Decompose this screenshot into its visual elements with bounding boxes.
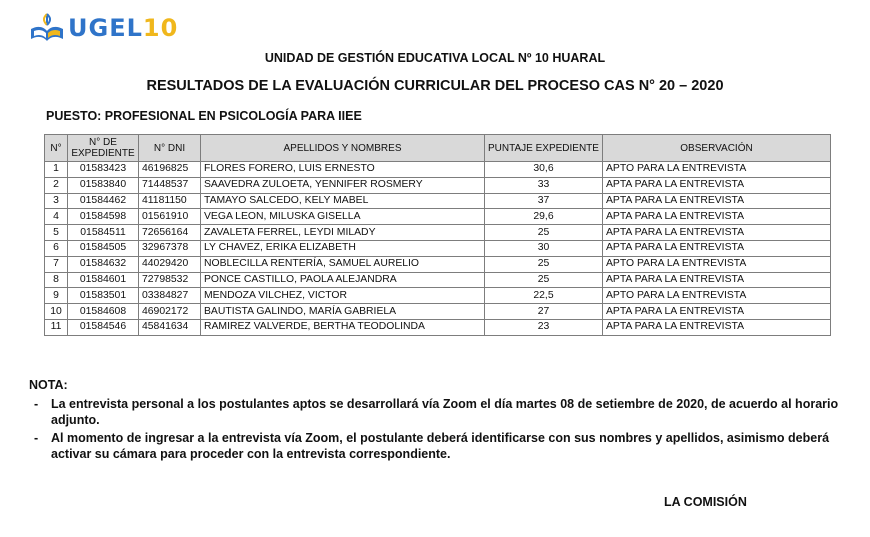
position-label: PUESTO: PROFESIONAL EN PSICOLOGÍA PARA IIEE xyxy=(46,109,362,123)
row-number: 10 xyxy=(45,304,68,320)
signature-commission: LA COMISIÓN xyxy=(664,495,747,509)
row-observation: APTA PARA LA ENTREVISTA xyxy=(603,272,831,288)
note-list xyxy=(34,396,854,464)
row-expediente: 01583501 xyxy=(68,288,139,304)
row-name: NOBLECILLA RENTERÍA, SAMUEL AURELIO xyxy=(201,256,485,272)
note-item xyxy=(34,396,854,428)
row-name: RAMIREZ VALVERDE, BERTHA TEODOLINDA xyxy=(201,319,485,335)
row-dni: 71448537 xyxy=(139,177,201,193)
row-observation: APTO PARA LA ENTREVISTA xyxy=(603,256,831,272)
row-expediente: 01583840 xyxy=(68,177,139,193)
row-name: MENDOZA VILCHEZ, VICTOR xyxy=(201,288,485,304)
row-number: 1 xyxy=(45,162,68,178)
table-row xyxy=(45,193,831,209)
row-name: VEGA LEON, MILUSKA GISELLA xyxy=(201,209,485,225)
row-number: 2 xyxy=(45,177,68,193)
note-bullet: - xyxy=(34,397,39,411)
note-text: Al momento de ingresar a la entrevista vía Zoom, el postulante deberá identificarse con sus nombres y apellidos, asimismo deberá activar su cámara para proceder con la entrevista correspondiente. xyxy=(51,431,830,461)
page-title: RESULTADOS DE LA EVALUACIÓN CURRICULAR DEL PROCESO CAS N° 20 – 2020 xyxy=(146,78,724,94)
row-dni: 41181150 xyxy=(139,193,201,209)
row-name: BAUTISTA GALINDO, MARÍA GABRIELA xyxy=(201,304,485,320)
book-emblem-icon xyxy=(28,11,66,45)
note-text: La entrevista personal a los postulantes aptos se desarrollará vía Zoom el día martes 08 de setiembre de 2020, de acuerdo al horario adjunto. xyxy=(51,397,839,427)
table-row xyxy=(45,256,831,272)
table-header-row xyxy=(45,135,831,162)
row-score: 29,6 xyxy=(485,209,603,225)
row-observation: APTA PARA LA ENTREVISTA xyxy=(603,193,831,209)
row-observation: APTO PARA LA ENTREVISTA xyxy=(603,162,831,178)
row-dni: 46902172 xyxy=(139,304,201,320)
table-row xyxy=(45,304,831,320)
table-row xyxy=(45,272,831,288)
row-observation: APTA PARA LA ENTREVISTA xyxy=(603,209,831,225)
row-number: 5 xyxy=(45,225,68,241)
row-observation: APTO PARA LA ENTREVISTA xyxy=(603,288,831,304)
header-nombres: APELLIDOS Y NOMBRES xyxy=(201,135,485,162)
row-expediente: 01584546 xyxy=(68,319,139,335)
table-row xyxy=(45,177,831,193)
row-score: 30 xyxy=(485,240,603,256)
row-observation: APTA PARA LA ENTREVISTA xyxy=(603,177,831,193)
header-observacion: OBSERVACIÓN xyxy=(603,135,831,162)
header-expediente: N° DE EXPEDIENTE xyxy=(68,135,139,162)
table-row xyxy=(45,209,831,225)
row-name: LY CHAVEZ, ERIKA ELIZABETH xyxy=(201,240,485,256)
table-row xyxy=(45,319,831,335)
note-bullet: - xyxy=(34,431,39,445)
row-name: PONCE CASTILLO, PAOLA ALEJANDRA xyxy=(201,272,485,288)
row-number: 9 xyxy=(45,288,68,304)
row-number: 6 xyxy=(45,240,68,256)
row-number: 11 xyxy=(45,319,68,335)
row-expediente: 01583423 xyxy=(68,162,139,178)
row-name: FLORES FORERO, LUIS ERNESTO xyxy=(201,162,485,178)
row-observation: APTA PARA LA ENTREVISTA xyxy=(603,240,831,256)
note-item xyxy=(34,430,854,462)
row-dni: 32967378 xyxy=(139,240,201,256)
row-score: 23 xyxy=(485,319,603,335)
row-dni: 72656164 xyxy=(139,225,201,241)
row-dni: 44029420 xyxy=(139,256,201,272)
header-num: N° xyxy=(45,135,68,162)
table-row xyxy=(45,288,831,304)
row-score: 25 xyxy=(485,225,603,241)
row-score: 25 xyxy=(485,256,603,272)
institution-heading: UNIDAD DE GESTIÓN EDUCATIVA LOCAL Nº 10 HUARAL xyxy=(264,51,606,65)
row-expediente: 01584601 xyxy=(68,272,139,288)
row-number: 4 xyxy=(45,209,68,225)
table-row xyxy=(45,162,831,178)
row-dni: 03384827 xyxy=(139,288,201,304)
row-dni: 01561910 xyxy=(139,209,201,225)
header-puntaje: PUNTAJE EXPEDIENTE xyxy=(485,135,603,162)
results-table xyxy=(44,134,831,336)
row-observation: APTA PARA LA ENTREVISTA xyxy=(603,319,831,335)
row-dni: 45841634 xyxy=(139,319,201,335)
row-number: 8 xyxy=(45,272,68,288)
note-title: NOTA: xyxy=(29,378,68,392)
row-score: 33 xyxy=(485,177,603,193)
row-name: TAMAYO SALCEDO, KELY MABEL xyxy=(201,193,485,209)
row-observation: APTA PARA LA ENTREVISTA xyxy=(603,304,831,320)
row-expediente: 01584505 xyxy=(68,240,139,256)
row-dni: 72798532 xyxy=(139,272,201,288)
ugel-logo xyxy=(28,10,178,46)
header-dni: N° DNI xyxy=(139,135,201,162)
row-name: SAAVEDRA ZULOETA, YENNIFER ROSMERY xyxy=(201,177,485,193)
row-dni: 46196825 xyxy=(139,162,201,178)
row-expediente: 01584462 xyxy=(68,193,139,209)
row-score: 30,6 xyxy=(485,162,603,178)
row-score: 37 xyxy=(485,193,603,209)
row-score: 27 xyxy=(485,304,603,320)
row-expediente: 01584511 xyxy=(68,225,139,241)
row-score: 25 xyxy=(485,272,603,288)
table-row xyxy=(45,240,831,256)
row-expediente: 01584598 xyxy=(68,209,139,225)
row-expediente: 01584632 xyxy=(68,256,139,272)
row-number: 7 xyxy=(45,256,68,272)
row-number: 3 xyxy=(45,193,68,209)
row-expediente: 01584608 xyxy=(68,304,139,320)
row-name: ZAVALETA FERREL, LEYDI MILADY xyxy=(201,225,485,241)
row-observation: APTA PARA LA ENTREVISTA xyxy=(603,225,831,241)
logo-wordmark: UGEL10 xyxy=(68,14,179,42)
row-score: 22,5 xyxy=(485,288,603,304)
table-row xyxy=(45,225,831,241)
